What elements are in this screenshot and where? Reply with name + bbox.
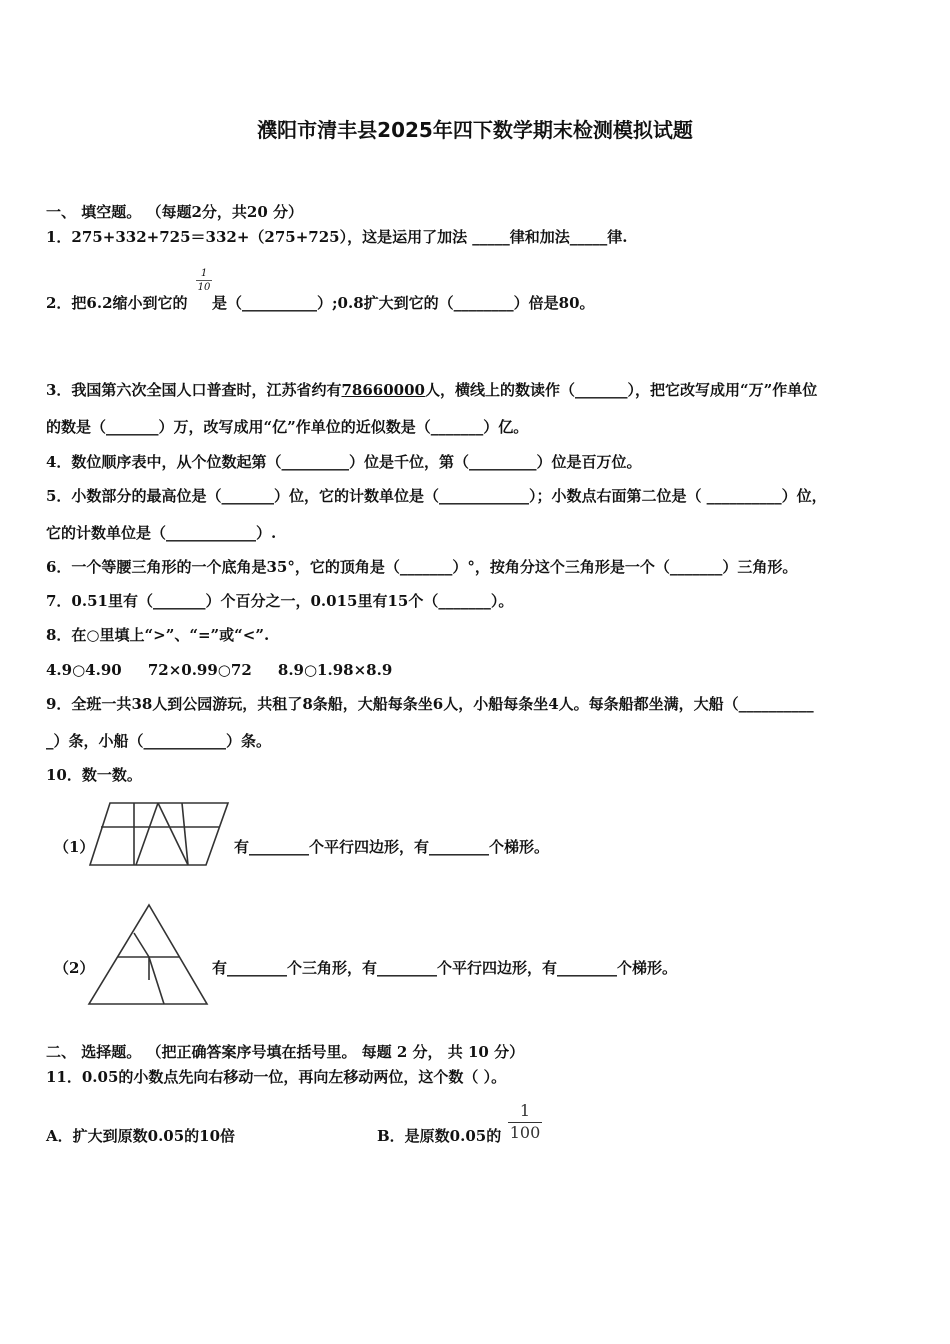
question-2-fraction [196, 268, 212, 293]
question-5-line-1: 5．小数部分的最高位是（_______）位，它的计数单位是（____________）；小数点右面第二位是（ __________）位， [46, 487, 827, 505]
question-2-before: 2．把6.2缩小到它的 [46, 294, 188, 312]
left-diagonal [134, 933, 149, 957]
fraction-denominator: 10 [197, 282, 211, 293]
question-10-part-2-text: 有________个三角形，有________个平行四边形，有________个梯形。 [212, 959, 678, 977]
question-3-line-2: 的数是（_______）万，改写成用“亿”作单位的近似数是（_______）亿。 [46, 418, 529, 436]
fraction-numerator: 1 [519, 1101, 531, 1120]
question-8: 8．在○里填上“>”、“=”或“<”. [46, 626, 270, 644]
question-1: 1．275+332+725＝332+（275+725），这是运用了加法 _____律和加法_____律. [46, 228, 628, 246]
question-6: 6．一个等腰三角形的一个底角是35°，它的顶角是（_______）°，按角分这个三角形是一个（_______）三角形。 [46, 558, 798, 576]
parallelogram-figure [88, 800, 232, 868]
question-10-part-2-label: （2） [54, 959, 95, 977]
fraction-numerator: 1 [200, 268, 208, 279]
outer-parallelogram [90, 803, 228, 865]
question-10-part-1-text: 有________个平行四边形，有________个梯形。 [234, 838, 550, 856]
question-10: 10．数一数。 [46, 766, 142, 784]
slanted-line-1 [136, 803, 158, 865]
question-11: 11．0.05的小数点先向右移动一位，再向左移动两位，这个数（ ）。 [46, 1068, 507, 1086]
question-5-line-2: 它的计数单位是（____________）. [46, 524, 277, 542]
question-2-after: 是（__________）;0.8扩大到它的（________）倍是80。 [212, 294, 595, 312]
triangle-figure [86, 902, 210, 1006]
question-11-option-b: B．是原数0.05的 [377, 1127, 502, 1145]
question-9-line-1: 9．全班一共38人到公园游玩，共租了8条船，大船每条坐6人，小船每条坐4人。每条船都坐满，大船（__________ [46, 695, 814, 713]
page-title: 濮阳市清丰县2025年四下数学期末检测模拟试题 [257, 118, 693, 142]
question-9-line-2: _）条，小船（___________）条。 [46, 732, 272, 750]
question-10-part-1-label: （1） [54, 838, 95, 856]
fraction-denominator: 100 [509, 1123, 541, 1142]
question-8-items: 4.9○4.90 72×0.99○72 8.9○1.98×8.9 [46, 661, 393, 679]
question-3-line-1-before: 3．我国第六次全国人口普查时，江苏省约有 [46, 381, 342, 399]
section-1-header: 一、 填空题。 （每题2分，共20 分） [46, 203, 303, 221]
right-diagonal [149, 957, 164, 1004]
option-b-fraction [508, 1102, 542, 1142]
question-3-underlined-number: 78660000 [341, 381, 425, 399]
question-4: 4．数位顺序表中，从个位数起第（_________）位是千位，第（_________）位是百万位。 [46, 453, 642, 471]
question-3-line-1 [46, 380, 817, 400]
question-3-line-1-after: 人，横线上的数读作（_______），把它改写成用“万”作单位 [424, 381, 818, 399]
section-2-header: 二、 选择题。 （把正确答案序号填在括号里。 每题 2 分， 共 10 分） [46, 1043, 525, 1061]
question-11-option-a: A．扩大到原数0.05的10倍 [46, 1127, 236, 1145]
question-7: 7．0.51里有（_______）个百分之一，0.015里有15个（_______）。 [46, 592, 514, 610]
